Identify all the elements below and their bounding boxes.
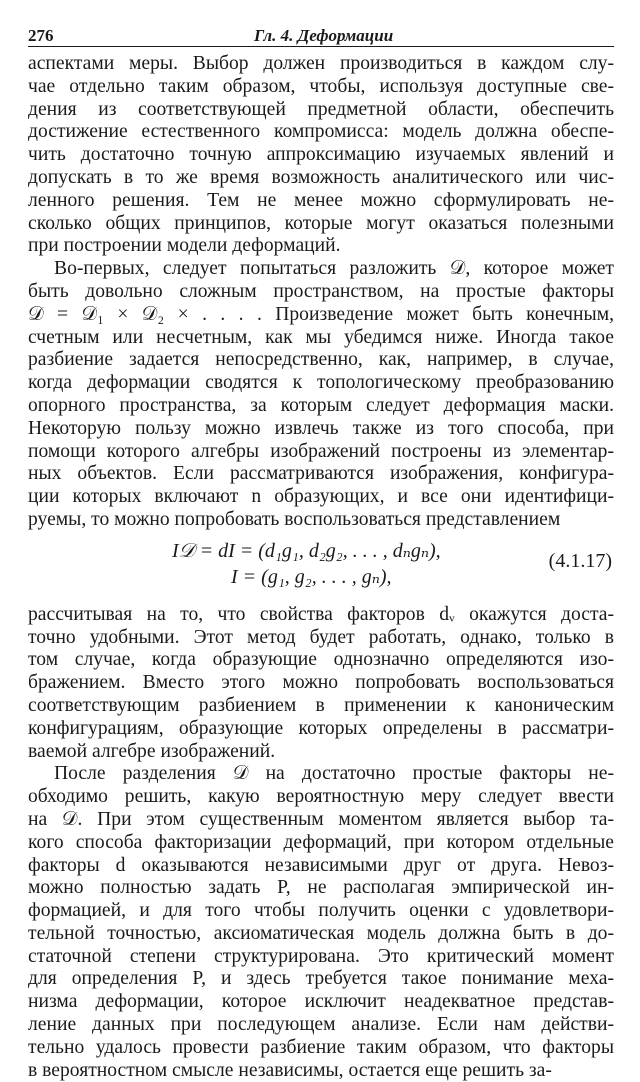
- text-line: можно полностью задать P, не располагая эмпирической ин-: [28, 877, 614, 899]
- text-line: конфигурациям, образующие которых определены в рассматри-: [28, 717, 614, 739]
- text-line: ваемой алгебре изображений.: [28, 740, 276, 762]
- text-line: на 𝒟. При этом существенным моментом является выбор та-: [28, 808, 614, 830]
- text-line: тельной точностью, аксиоматическая модель должна быть в до-: [28, 922, 614, 944]
- text-line: для определения P, и здесь требуется такое понимание меха-: [28, 968, 614, 990]
- text-line: чить достаточно точную аппроксимацию изучаемых явлений и: [28, 144, 614, 166]
- text-line: кого способа факторизации деформаций, при котором отдельные: [28, 831, 614, 853]
- text-line: тельно удалось провести разбиение таким образом, что факторы: [28, 1036, 614, 1058]
- page-body: [28, 53, 614, 1082]
- text-line: при построении модели деформаций.: [28, 235, 341, 257]
- book-page: [28, 22, 614, 1082]
- equation-line-2: I = (g₁, g₂, . . . , gₙ),: [231, 565, 392, 588]
- text-line: руемы, то можно попробовать воспользоваться представлением: [28, 508, 561, 530]
- paragraphs-after-equation: [28, 604, 614, 1082]
- text-line: точно удобными. Этот метод будет работать, однако, только в: [28, 626, 614, 648]
- text-line: соответствующим разбиением в применении к каноническим: [28, 694, 614, 716]
- text-line: После разделения 𝒟 на достаточно простые факторы не-: [54, 763, 614, 785]
- text-line: ленного решения. Тем не менее можно сформулировать не-: [28, 189, 614, 211]
- text-line: Во-первых, следует попытаться разложить 𝒟, которое может: [54, 258, 614, 280]
- text-line: обходимо решить, какую вероятностную меру следует ввести: [28, 786, 614, 808]
- text-line: опорного пространства, за которым следует деформация маски.: [28, 394, 614, 416]
- text-line: формацией, и для того чтобы получить оценки с удовлетвори-: [28, 900, 614, 922]
- equation-4-1-17: [28, 532, 614, 604]
- page-header: [28, 22, 614, 47]
- text-line: ции которых включают n образующих, и все они идентифици-: [28, 486, 614, 508]
- text-line: быть довольно сложным пространством, на простые факторы: [28, 280, 614, 302]
- text-line: помощи которого алгебры изображений построены из элементар-: [28, 440, 614, 462]
- text-line: дения из соответствующей предметной области, обеспечить: [28, 98, 614, 120]
- text-line: чае отдельно таким образом, чтобы, используя доступные све-: [28, 75, 614, 97]
- text-line: аспектами меры. Выбор должен производиться в каждом слу-: [28, 53, 614, 74]
- text-line: когда деформации сводятся к топологическому преобразованию: [28, 372, 614, 394]
- paragraph: [28, 604, 614, 764]
- page-number: 276: [28, 26, 54, 45]
- text-line: достижение естественного компромисса: модель должна обеспе-: [28, 121, 614, 143]
- text-line: в вероятностном смысле независимы, остается еще решить за-: [28, 1059, 552, 1081]
- paragraphs-before-equation: [28, 53, 614, 532]
- text-line: счетным или несчетным, как мы убедимся ниже. Иногда такое: [28, 326, 614, 348]
- text-line: 𝒟 = 𝒟₁ × 𝒟₂ × . . . . Произведение может быть конечным,: [28, 303, 614, 325]
- equation-number: (4.1.17): [548, 549, 612, 572]
- running-title: Гл. 4. Деформации: [254, 26, 394, 45]
- paragraph: [28, 53, 614, 258]
- text-line: разбиение задается непосредственно, как, например, в случае,: [28, 349, 614, 371]
- text-line: ных объектов. Если рассматриваются изображения, конфигура-: [28, 463, 614, 485]
- paragraph: [28, 763, 614, 1082]
- text-line: сколько общих принципов, которые могут оказаться полезными: [28, 212, 614, 234]
- text-line: Некоторую пользу можно извлечь также из того способа, при: [28, 417, 614, 439]
- text-line: факторы d оказываются независимыми друг от друга. Невоз-: [28, 854, 614, 876]
- paragraph: [28, 258, 614, 532]
- equation-line-1: I𝒟 = dI = (d₁g₁, d₂g₂, . . . , dₙgₙ),: [172, 539, 441, 562]
- text-line: ление данных при последующем анализе. Если нам действи-: [28, 1014, 614, 1036]
- text-line: низма деформации, которое исключит неадекватное представ-: [28, 991, 614, 1013]
- text-line: рассчитывая на то, что свойства факторов dᵥ окажутся доста-: [28, 603, 614, 625]
- text-line: допускать в то же время возможность аналитического или чис-: [28, 166, 614, 188]
- text-line: бражением. Вместо этого можно попробовать воспользоваться: [28, 672, 614, 694]
- text-line: статочной степени структурирована. Это критический момент: [28, 945, 614, 967]
- text-line: том случае, когда образующие однозначно определяются изо-: [28, 649, 614, 671]
